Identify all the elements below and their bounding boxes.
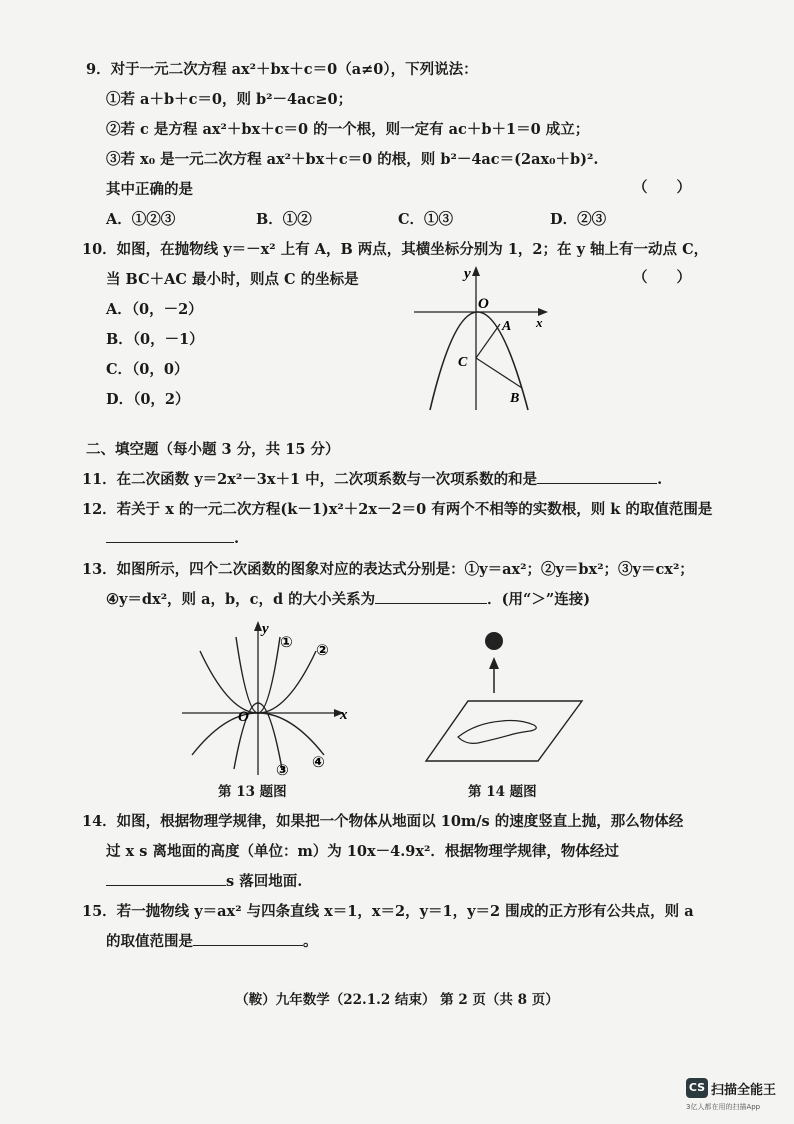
q13-label-x: x xyxy=(340,707,348,723)
q13-y-arrow xyxy=(254,621,262,631)
q14-caption: 第 14 题图 xyxy=(468,784,537,800)
q15-line-2 xyxy=(106,930,318,951)
q10-option-d: D．（0，2） xyxy=(106,391,190,408)
section-2-title: 二、填空题（每小题 3 分，共 15 分） xyxy=(86,441,340,458)
q13-caption: 第 13 题图 xyxy=(218,784,287,800)
q10-label-o: O xyxy=(478,296,489,312)
q13-label-o: O xyxy=(238,709,249,725)
q11-answer-blank[interactable] xyxy=(537,469,657,484)
q13-end: ．(用“＞”连接) xyxy=(487,591,591,608)
q10-answer-paren: （ ） xyxy=(633,269,691,286)
q10-option-a: A．（0，－2） xyxy=(106,301,203,318)
q10-option-b: B．（0，－1） xyxy=(106,331,204,348)
q10-label-c: C xyxy=(458,355,468,370)
q9-statement-1: ①若 a＋b＋c＝0，则 b²－4ac≥0； xyxy=(106,91,353,108)
q12-answer-blank[interactable] xyxy=(106,528,234,543)
scanner-slogan: 3亿人都在用的扫描App xyxy=(686,1103,761,1111)
q13-line-1: 13．如图所示，四个二次函数的图象对应的表达式分别是：①y＝ax²；②y＝bx²；③y＝cx²； xyxy=(82,561,694,578)
q9-option-d: D．②③ xyxy=(550,211,607,228)
q10-segment-ac xyxy=(476,324,500,358)
q10-label-b: B xyxy=(510,391,520,406)
q11 xyxy=(82,468,662,489)
q13-parabolas-figure xyxy=(178,615,368,780)
q10-parabola-figure xyxy=(410,260,560,415)
q15-answer-blank[interactable] xyxy=(193,931,303,946)
cs-logo-icon: CS xyxy=(686,1078,708,1098)
q12-line-1: 12．若关于 x 的一元二次方程(k－1)x²＋2x－2＝0 有两个不相等的实数根，则 k 的取值范围是 xyxy=(82,501,713,518)
q9-option-a: A．①②③ xyxy=(106,211,176,228)
q10-y-arrow xyxy=(472,266,480,276)
q11-text: 11．在二次函数 y＝2x²－3x＋1 中，二次项系数与一次项系数的和是 xyxy=(82,471,538,488)
q13-label-3: ③ xyxy=(276,761,289,779)
q9-option-b: B．①② xyxy=(256,211,312,228)
q9-option-c: C．①③ xyxy=(398,211,454,228)
q13-label-y: y xyxy=(262,621,269,637)
page-footer: （鞍）九年数学（22.1.2 结束） 第 2 页（共 8 页） xyxy=(235,992,559,1008)
q10-label-x: x xyxy=(536,315,543,330)
q12-line-2 xyxy=(106,528,239,547)
scanner-name: 扫描全能王 xyxy=(711,1082,777,1098)
up-arrow-icon xyxy=(489,657,499,669)
q9-ask: 其中正确的是 xyxy=(106,181,193,198)
q11-end: . xyxy=(657,471,663,488)
q10-label-y: y xyxy=(464,266,471,282)
q10-line-1: 10．如图，在抛物线 y＝－x² 上有 A，B 两点，其横坐标分别为 1，2；在 y 轴上有一动点 C， xyxy=(82,241,709,258)
q10-option-c: C．（0，0） xyxy=(106,361,189,378)
q13-line-2 xyxy=(106,588,590,609)
q13-answer-blank[interactable] xyxy=(375,589,487,604)
q9-statement-2: ②若 c 是方程 ax²＋bx＋c＝0 的一个根，则一定有 ac＋b＋1＝0 成立； xyxy=(106,121,590,138)
q14-ground-plane xyxy=(426,701,582,761)
q15-end: 。 xyxy=(303,933,318,950)
q13-text: ④y＝dx²，则 a，b，c，d 的大小关系为 xyxy=(106,591,376,608)
q9-statement-3: ③若 x₀ 是一元二次方程 ax²＋bx＋c＝0 的根，则 b²－4ac＝(2ax₀＋b)². xyxy=(106,151,599,168)
q14-line-1: 14．如图，根据物理学规律，如果把一个物体从地面以 10m/s 的速度竖直上抛，那么物体经 xyxy=(82,813,684,830)
ball-icon xyxy=(485,632,503,650)
q10-segment-bc xyxy=(476,358,522,388)
q14-throw-figure xyxy=(418,625,588,775)
q14-line-3 xyxy=(106,870,302,891)
q14-end: s 落回地面. xyxy=(226,873,303,890)
q9-stem: 9．对于一元二次方程 ax²＋bx＋c＝0（a≠0），下列说法： xyxy=(86,61,478,78)
q13-label-1: ① xyxy=(280,633,293,651)
q15-line-1: 15．若一抛物线 y＝ax² 与四条直线 x＝1，x＝2，y＝1，y＝2 围成的正方形有公共点，则 a xyxy=(82,903,694,920)
q12-end: . xyxy=(234,530,240,547)
scanner-logo xyxy=(686,1078,776,1098)
q15-text: 的取值范围是 xyxy=(106,933,193,950)
q14-line-2: 过 x s 离地面的高度（单位：m）为 10x－4.9x²．根据物理学规律，物体经过 xyxy=(106,843,619,860)
hand-icon xyxy=(458,721,536,744)
q10-label-a: A xyxy=(502,319,512,334)
q13-label-2: ② xyxy=(316,641,329,659)
q9-answer-paren: （ ） xyxy=(633,179,691,196)
q14-answer-blank[interactable] xyxy=(106,871,226,886)
q10-line-2: 当 BC＋AC 最小时，则点 C 的坐标是 xyxy=(106,271,359,288)
q13-label-4: ④ xyxy=(312,753,325,771)
